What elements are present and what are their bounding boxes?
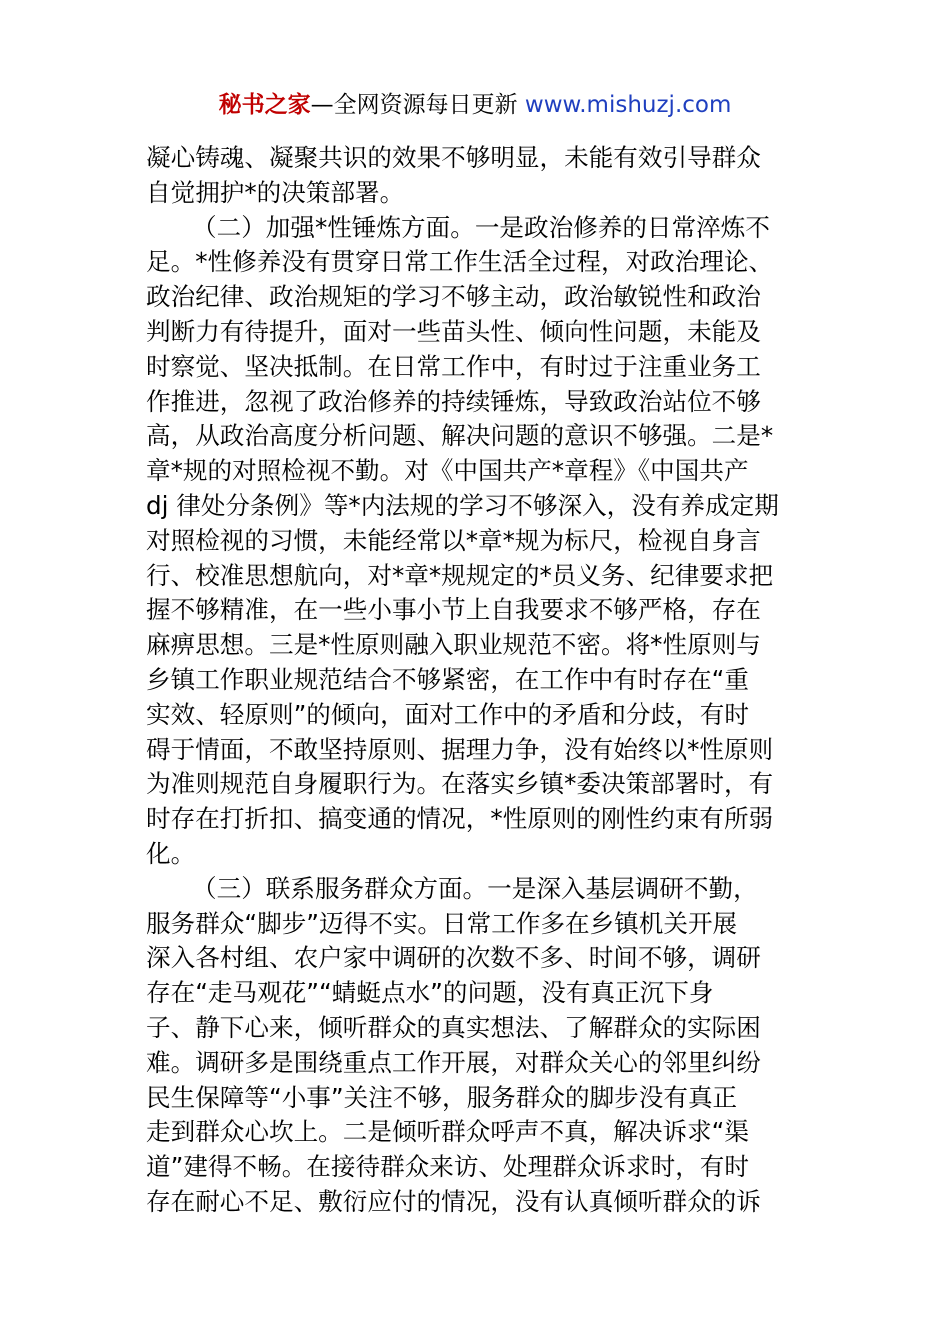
text-line: 章*规的对照检视不勤。对《中国共产*章程》《中国共产 — [146, 456, 749, 486]
text-line: 判断力有待提升，面对一些苗头性、倾向性问题，未能及 — [146, 317, 761, 346]
text-line: 道”建得不畅。在接待群众来访、处理群众诉求时，有时 — [146, 1152, 749, 1182]
text-line: 麻痹思想。三是*性原则融入职业规范不密。将*性原则与 — [146, 630, 761, 660]
text-line: （二）加强*性锤炼方面。一是政治修养的日常淬炼不 — [192, 212, 770, 242]
text-line: 服务群众“脚步”迈得不实。日常工作多在乡镇机关开展 — [146, 908, 738, 938]
text-line: 时存在打折扣、搞变通的情况，*性原则的刚性约束有所弱 — [146, 804, 774, 834]
text-line: 存在“走马观花”“蜻蜓点水”的问题，没有真正沉下身 — [146, 978, 714, 1008]
text-line: 自觉拥护*的决策部署。 — [146, 177, 405, 207]
text-line: 子、静下心来，倾听群众的真实想法、了解群众的实际困 — [146, 1013, 761, 1042]
text-line: 实效、轻原则”的倾向，面对工作中的矛盾和分歧，有时 — [146, 699, 749, 729]
header-url-link[interactable]: www.mishuzj.com — [524, 92, 732, 118]
text-line: 高，从政治高度分析问题、解决问题的意识不够强。二是* — [146, 421, 774, 451]
text-line: 为准则规范自身履职行为。在落实乡镇*委决策部署时，有 — [146, 769, 774, 799]
text-line: 乡镇工作职业规范结合不够紧密，在工作中有时存在“重 — [146, 665, 749, 694]
text-line: 碍于情面，不敢坚持原则、据理力争，没有始终以*性原则 — [146, 734, 774, 764]
text-line: 化。 — [146, 839, 196, 868]
text-line: dj 律处分条例》等*内法规的学习不够深入，没有养成定期 — [146, 491, 779, 520]
text-line: 时察觉、坚决抵制。在日常工作中，有时过于注重业务工 — [146, 351, 761, 381]
text-line: 作推进，忽视了政治修养的持续锤炼，导致政治站位不够 — [146, 386, 761, 416]
text-line: （三）联系服务群众方面。一是深入基层调研不勤， — [192, 873, 758, 903]
text-line: 对照检视的习惯，未能经常以*章*规为标尺，检视自身言 — [146, 525, 761, 555]
text-line: 走到群众心坎上。二是倾听群众呼声不真，解决诉求“渠 — [146, 1117, 749, 1147]
text-line: 政治纪律、政治规矩的学习不够主动，政治敏锐性和政治 — [146, 282, 761, 312]
text-line: 凝心铸魂、凝聚共识的效果不够明显，未能有效引导群众 — [146, 143, 761, 172]
text-line: 足。*性修养没有贯穿日常工作生活全过程，对政治理论、 — [146, 247, 774, 277]
text-line: 难。调研多是围绕重点工作开展，对群众关心的邻里纠纷 — [146, 1047, 761, 1077]
text-line: 握不够精准，在一些小事小节上自我要求不够严格，存在 — [146, 595, 761, 625]
text-line: 存在耐心不足、敷衍应付的情况，没有认真倾听群众的诉 — [146, 1187, 761, 1216]
text-line: 民生保障等“小事”关注不够，服务群众的脚步没有真正 — [146, 1082, 738, 1112]
header-brand: 秘书之家 — [218, 92, 311, 118]
header-tagline: —全网资源每日更新 — [310, 92, 518, 118]
page-header — [0, 90, 950, 120]
text-line: 行、校准思想航向，对*章*规规定的*员义务、纪律要求把 — [146, 560, 774, 590]
text-line: 深入各村组、农户家中调研的次数不多、时间不够，调研 — [146, 943, 761, 973]
